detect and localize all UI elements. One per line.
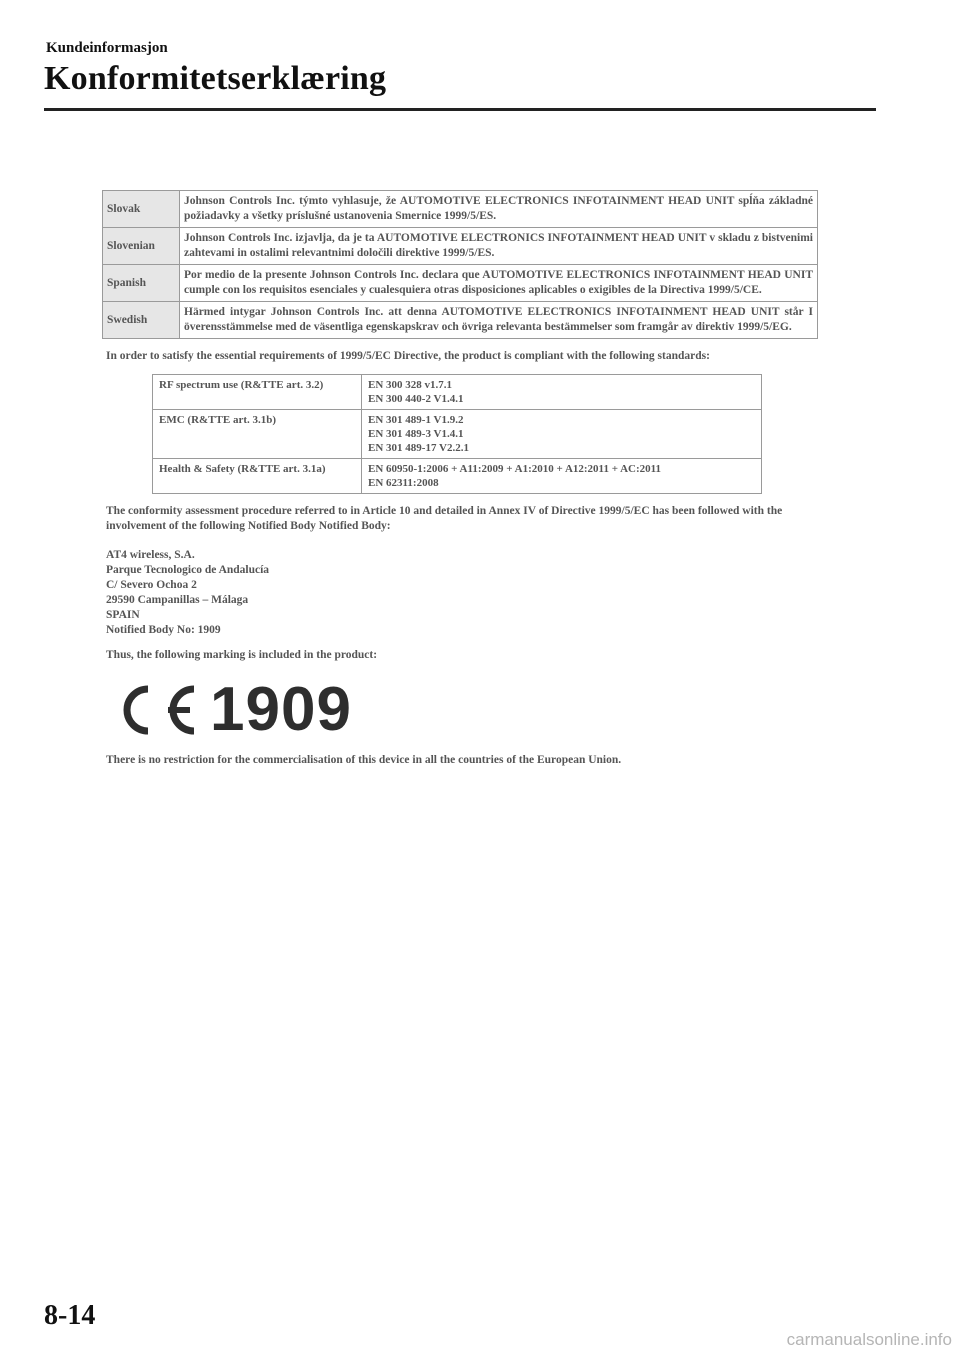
notified-body-number: 1909 [210, 675, 352, 744]
table-row [103, 265, 818, 302]
language-declarations-table [102, 190, 818, 339]
standards-intro: In order to satisfy the essential requirements of 1999/5/EC Directive, the product is compliant with the following standards: [106, 350, 710, 362]
table-row [103, 228, 818, 265]
notified-body-address [106, 548, 820, 638]
language-name: Slovak [103, 191, 180, 228]
ce-mark-icon [106, 681, 202, 739]
address-line: 29590 Campanillas – Málaga [106, 594, 249, 606]
table-row [103, 191, 818, 228]
standards-table [152, 374, 762, 494]
standard-value: EN 300 440-2 V1.4.1 [368, 393, 464, 405]
standard-value: EN 62311:2008 [368, 477, 439, 489]
standard-value: EN 301 489-1 V1.9.2 [368, 414, 464, 426]
standard-value: EN 301 489-3 V1.4.1 [368, 428, 464, 440]
declaration-text: Härmed intygar Johnson Controls Inc. att denna AUTOMOTIVE ELECTRONICS INFOTAINMENT HEAD UNIT står I överensstämmelse med de väsentliga egenskapskrav och övriga relevanta bestämmelser som framgår av direktiv 1999/5/EG. [180, 302, 818, 339]
declaration-text: Por medio de la presente Johnson Controls Inc. declara que AUTOMOTIVE ELECTRONICS INFOTAINMENT HEAD UNIT cumple con los requisitos esenciales y cualesquiera otras disposiciones aplicables o exigibles de la Directiva 1999/5/CE. [180, 265, 818, 302]
conformity-text: The conformity assessment procedure referred to in Article 10 and detailed in Annex IV of Directive 1999/5/EC has been followed with the involvement of the following Notified Body Notified Body: [106, 505, 783, 532]
standard-value: EN 300 328 v1.7.1 [368, 379, 453, 391]
restriction-text: There is no restriction for the commercialisation of this device in all the countries of the European Union. [106, 754, 622, 766]
address-line: SPAIN [106, 609, 140, 621]
standard-scope: EMC (R&TTE art. 3.1b) [153, 410, 362, 459]
standard-value: EN 301 489-17 V2.2.1 [368, 442, 469, 454]
standard-values [362, 375, 762, 410]
table-row [153, 410, 762, 459]
table-row [153, 375, 762, 410]
address-line: Parque Tecnologico de Andalucía [106, 564, 270, 576]
language-name: Spanish [103, 265, 180, 302]
standard-value: EN 60950-1:2006 + A11:2009 + A1:2010 + A12:2011 + AC:2011 [368, 463, 662, 475]
declaration-text: Johnson Controls Inc. týmto vyhlasuje, že AUTOMOTIVE ELECTRONICS INFOTAINMENT HEAD UNIT spĺňa základné požiadavky a všetky príslušné ustanovenia Smernice 1999/5/ES. [180, 191, 818, 228]
ce-marking [106, 677, 820, 743]
marking-text: Thus, the following marking is included in the product: [106, 649, 378, 661]
page-number: 8-14 [44, 1300, 96, 1331]
standard-values [362, 459, 762, 494]
page-title: Konformitetserklæring [44, 60, 387, 97]
watermark: carmanualsonline.info [786, 1330, 952, 1349]
standard-scope: Health & Safety (R&TTE art. 3.1a) [153, 459, 362, 494]
table-row [153, 459, 762, 494]
declaration-text: Johnson Controls Inc. izjavlja, da je ta AUTOMOTIVE ELECTRONICS INFOTAINMENT HEAD UNIT v skladu z bistvenimi zahtevami in ostalimi relevantnimi določili direktive 1999/5/ES. [180, 228, 818, 265]
language-name: Swedish [103, 302, 180, 339]
table-row [103, 302, 818, 339]
standard-scope: RF spectrum use (R&TTE art. 3.2) [153, 375, 362, 410]
standard-values [362, 410, 762, 459]
section-label: Kundeinformasjon [46, 40, 168, 56]
address-line: AT4 wireless, S.A. [106, 549, 195, 561]
address-line: C/ Severo Ochoa 2 [106, 579, 197, 591]
declaration-scan [100, 190, 820, 768]
title-rule [44, 108, 876, 111]
address-line: Notified Body No: 1909 [106, 624, 221, 636]
language-name: Slovenian [103, 228, 180, 265]
